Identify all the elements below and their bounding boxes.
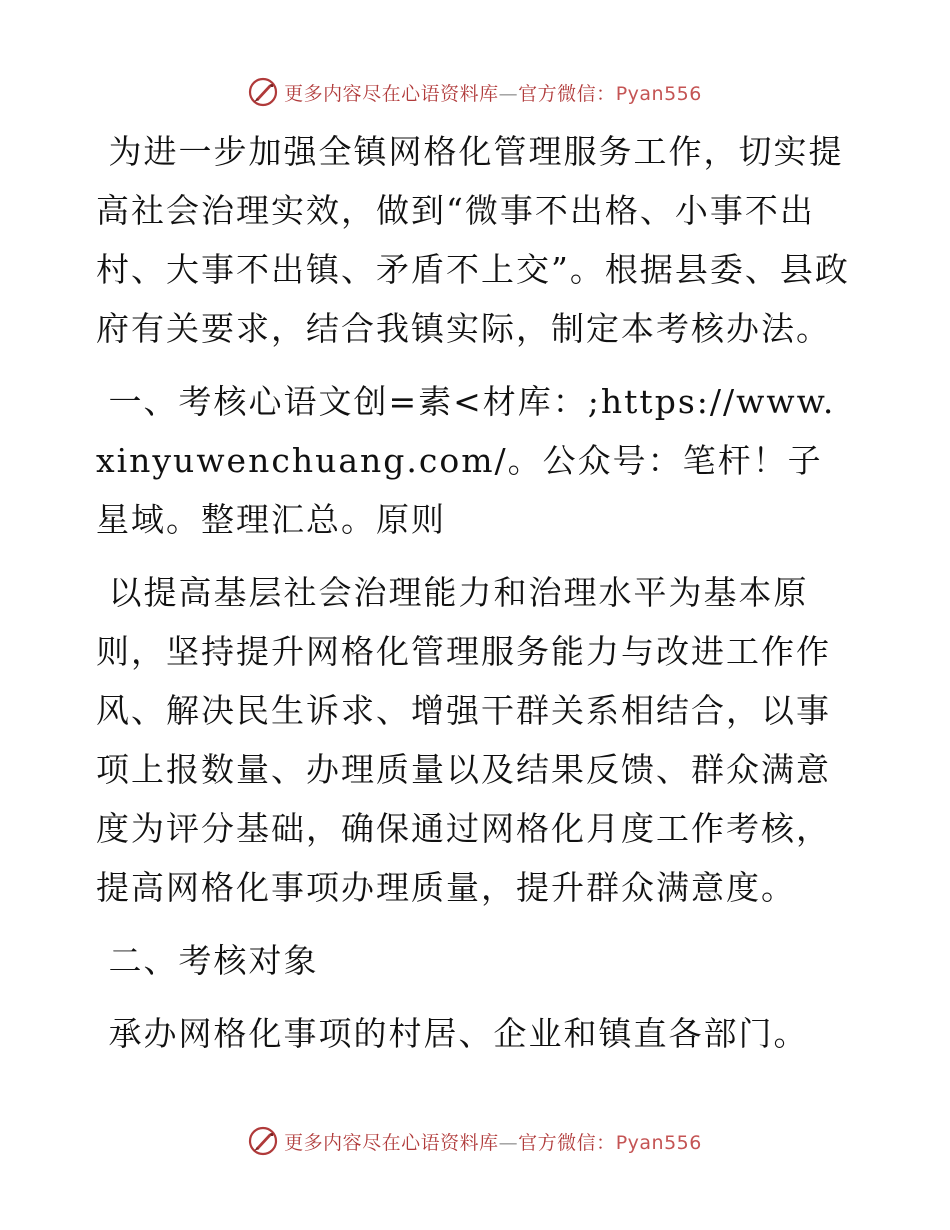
- section-heading-principles: 一、考核心语文创=素<材库：;https://www.xinyuwenchuang.com/。公众号：笔杆！子星域。整理汇总。原则: [96, 382, 836, 539]
- watermark-wechat-id: Pyan556: [615, 82, 702, 105]
- feather-pen-icon: [248, 1126, 278, 1156]
- watermark-site-text: 更多内容尽在心语资料库: [284, 1131, 499, 1154]
- principles-paragraph: 以提高基层社会治理能力和治理水平为基本原则，坚持提升网格化管理服务能力与改进工作作风、解决民生诉求、增强干群关系相结合，以事项上报数量、办理质量以及结果反馈、群众满意度为评分基础，确保通过网格化月度工作考核，提高网格化事项办理质量，提升群众满意度。: [96, 573, 831, 907]
- watermark-separator: —: [498, 1131, 519, 1154]
- footer-watermark-banner: [0, 1121, 950, 1161]
- targets-paragraph: 承办网格化事项的村居、企业和镇直各部门。: [96, 1014, 809, 1053]
- feather-pen-icon: [248, 77, 278, 107]
- watermark-site-text: 更多内容尽在心语资料库: [284, 82, 499, 105]
- watermark-official-label: 官方微信：: [518, 1131, 616, 1154]
- header-watermark-banner: [0, 72, 950, 112]
- section-heading-targets: 二、考核对象: [96, 941, 319, 980]
- watermark-wechat-id: Pyan556: [615, 1131, 702, 1154]
- intro-paragraph: 为进一步加强全镇网格化管理服务工作，切实提高社会治理实效，做到“微事不出格、小事不出村、大事不出镇、矛盾不上交”。根据县委、县政府有关要求，结合我镇实际，制定本考核办法。: [96, 132, 850, 348]
- watermark-official-label: 官方微信：: [518, 82, 616, 105]
- watermark-separator: —: [498, 82, 519, 105]
- document-body: [96, 122, 856, 1063]
- watermark-text: [284, 79, 702, 106]
- watermark-text: [284, 1128, 702, 1155]
